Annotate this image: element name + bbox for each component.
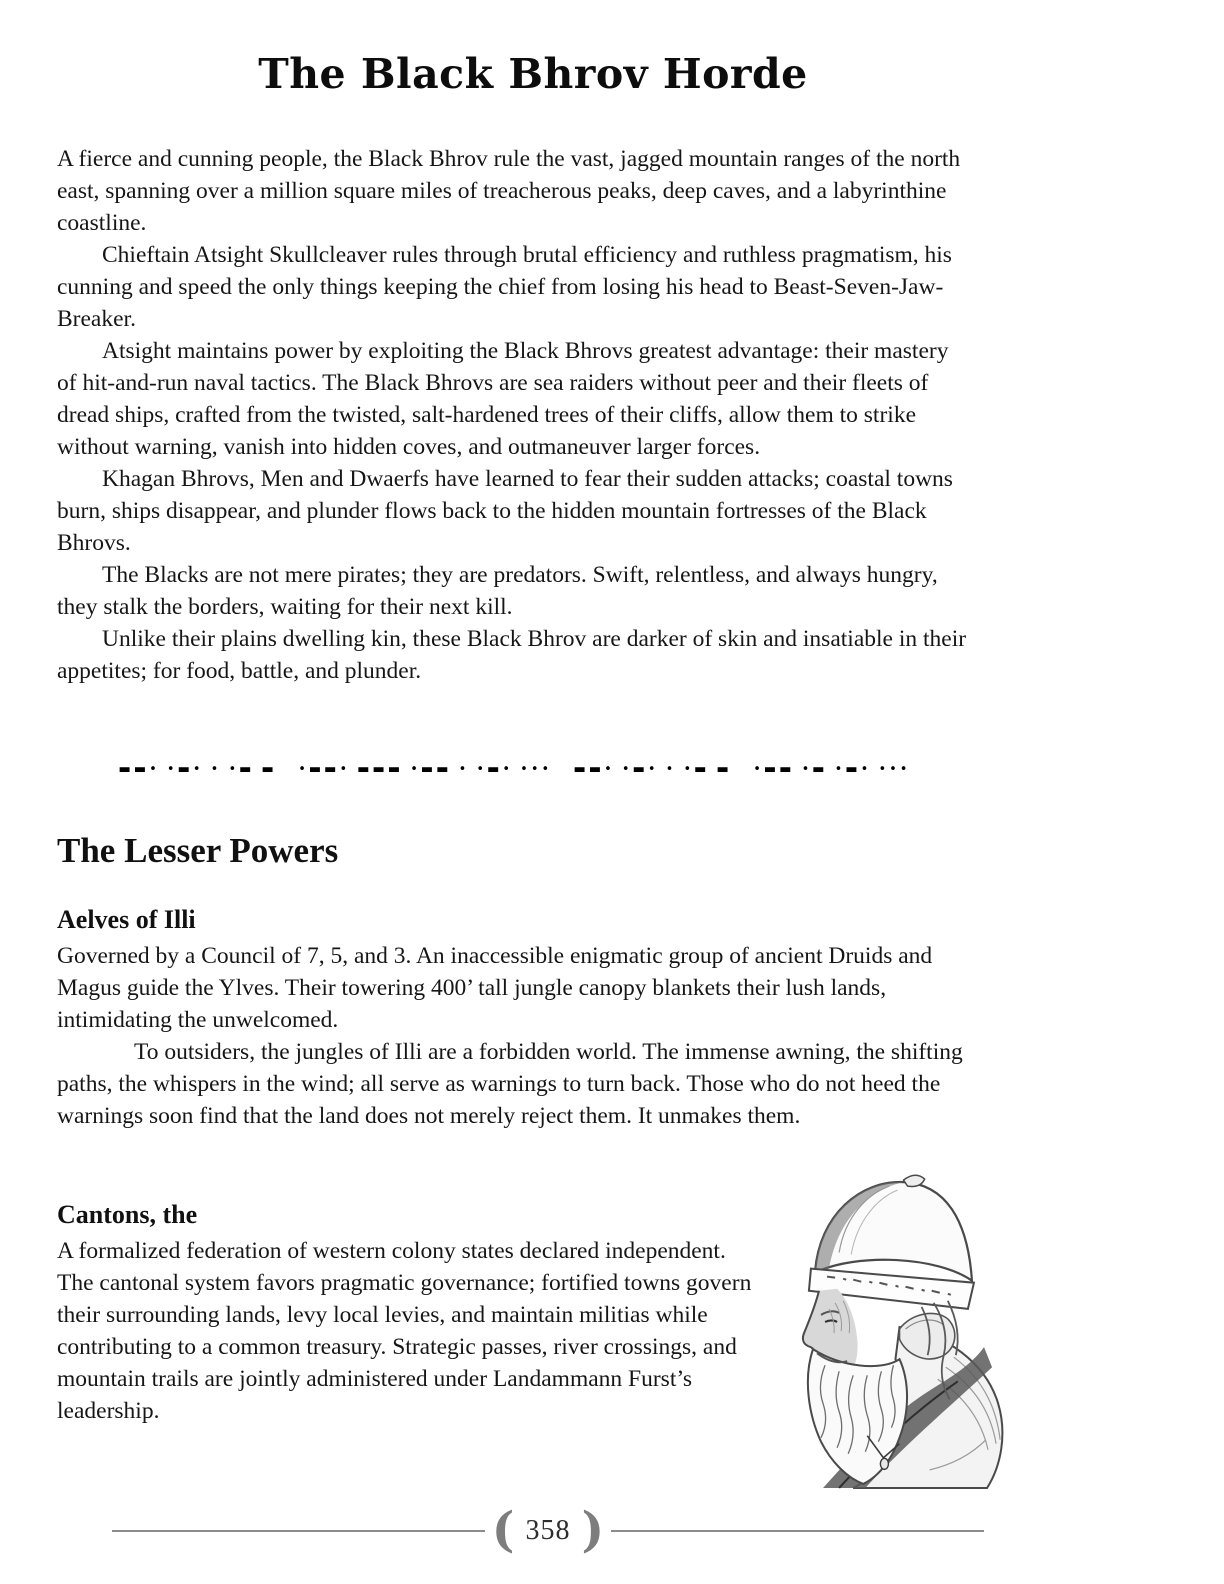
aelves-paragraph-1: Governed by a Council of 7, 5, and 3. An inaccessible enigmatic group of ancient Druids and Magus guide the Ylves. Their towering 400’ tall jungle canopy blankets their lush lands, intimidating the unwelcomed. — [57, 943, 933, 1033]
page-number: 358 — [525, 1515, 571, 1546]
page-footer — [112, 1500, 984, 1562]
page-title: The Black Bhrov Horde — [258, 50, 808, 98]
intro-paragraph-2: Chieftain Atsight Skullcleaver rules through brutal efficiency and ruthless pragmatism, his cunning and speed the only things keeping the chief from losing his head to Beast-Seven-Jaw-Breaker. — [57, 242, 952, 332]
entry-heading-aelves: Aelves of Illi — [57, 905, 196, 934]
section-heading-lesser-powers: The Lesser Powers — [57, 831, 339, 870]
intro-paragraph-1: A fierce and cunning people, the Black Bhrov rule the vast, jagged mountain ranges of the north east, spanning over a million square miles of treacherous peaks, deep caves, and a labyrinthine coastline. — [57, 146, 961, 236]
intro-paragraph-4: Khagan Bhrovs, Men and Dwaerfs have learned to fear their sudden attacks; coastal towns burn, ships disappear, and plunder flows back to the hidden mountain fortresses of the Black Bhrovs. — [57, 466, 953, 556]
entry-cantons — [57, 1198, 757, 1427]
footer-bracket-right: ) — [581, 1502, 605, 1559]
entry-heading-cantons: Cantons, the — [57, 1200, 198, 1229]
cantons-paragraph-1: A formalized federation of western colony states declared independent. The cantonal system favors pragmatic governance; fortified towns govern their surrounding lands, levy local levies, and maintain militias while contributing to a common treasury. Strategic passes, river crossings, and mountain trails are jointly administered under Landammann Furst’s leadership. — [57, 1238, 752, 1424]
aelves-paragraph-2: To outsiders, the jungles of Illi are a forbidden world. The immense awning, the shifting paths, the whispers in the wind; all serve as warnings to turn back. Those who do not heed the warnings soon find that the land does not merely reject them. It unmakes them. — [57, 1039, 963, 1129]
chieftain-portrait-engraving — [786, 1168, 1014, 1490]
footer-bracket-left: ( — [491, 1502, 515, 1559]
intro-paragraph-5: The Blacks are not mere pirates; they are predators. Swift, relentless, and always hungry, they stalk the borders, waiting for their next kill. — [57, 562, 938, 620]
necklace-pendant — [880, 1458, 888, 1469]
entry-aelves-of-illi — [57, 903, 972, 1132]
intro-section — [57, 143, 972, 687]
intro-paragraph-3: Atsight maintains power by exploiting the Black Bhrovs greatest advantage: their mastery of hit-and-run naval tactics. The Black Bhrovs are sea raiders without peer and their fleets of dread ships, crafted from the twisted, salt-hardened trees of their cliffs, allow them to strike without warning, vanish into hidden coves, and outmaneuver larger forces. — [57, 338, 949, 460]
footer-rule-left — [112, 1530, 485, 1532]
footer-rule-right — [611, 1530, 984, 1532]
morse-code-divider-ornament: ▬▬• •▬• • •▬ ▬ •▬▬• ▬▬▬ •▬▬ • •▬• ••• ▬▬• •▬• • •▬ ▬ •▬▬ •▬ •▬• ••• — [118, 762, 911, 777]
intro-paragraph-6: Unlike their plains dwelling kin, these Black Bhrov are darker of skin and insatiable in their appetites; for food, battle, and plunder. — [57, 626, 967, 684]
